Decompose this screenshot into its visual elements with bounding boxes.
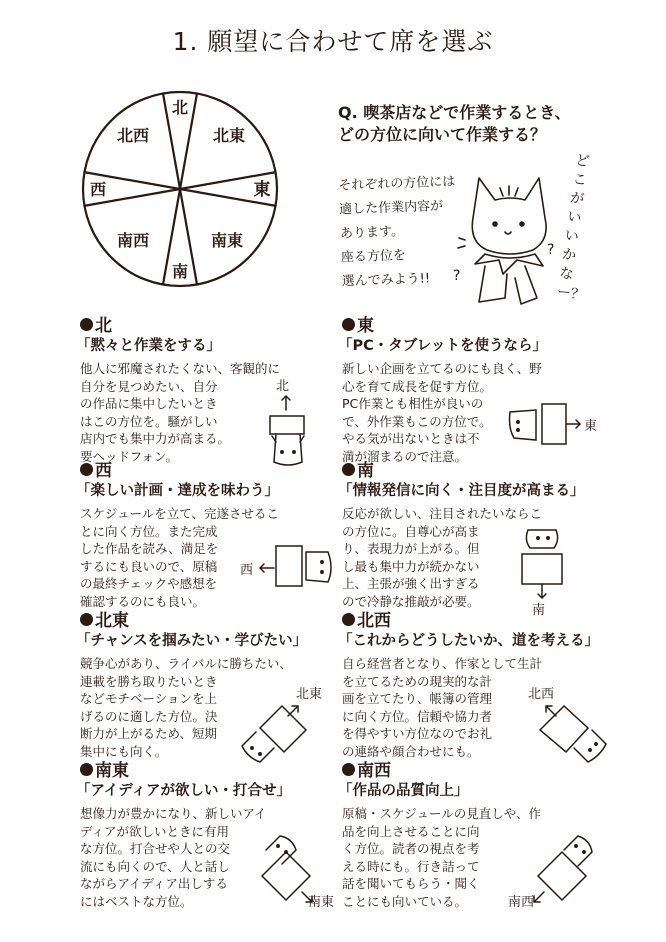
body-line: り、表現力が上がる。但 xyxy=(342,541,480,556)
compass-north: 北 xyxy=(171,98,189,117)
compass-south: 南 xyxy=(171,262,189,281)
body-line: 反応が欲しい、注目されたいならこ xyxy=(342,506,543,521)
direction-label: 東 xyxy=(584,419,598,434)
section-heading: 南西 xyxy=(357,761,391,781)
body-line: にはベストな方位。 xyxy=(80,893,193,909)
seat-illustration-southwest xyxy=(508,826,598,910)
question-line-2: どの方位に向いて作業する？ xyxy=(338,125,547,144)
page-title: 1. 願望に合わせて席を選ぶ xyxy=(172,27,494,56)
body-line: やる気が出ないときは不 xyxy=(342,431,480,446)
mascot-question-mark: ? xyxy=(453,268,461,284)
body-line: 流にも向くので、人と話し xyxy=(80,858,230,874)
section-subtitle: 「楽しい計画・達成を味わう」 xyxy=(76,483,279,499)
body-line: の方位に。自尊心が高ま xyxy=(342,523,480,539)
seat-illustration-northeast xyxy=(236,684,328,768)
body-line: を得やすい方位なのでお礼 xyxy=(342,726,493,741)
body-line: 店内でも集中力が高まる。 xyxy=(80,431,231,446)
body-line: 確認するのにも良い。 xyxy=(80,593,206,609)
section-heading: 北東 xyxy=(95,611,129,631)
body-line: 新しい企画を立てるのにも良く、野 xyxy=(342,361,542,376)
body-line: スケジュールを立て、完遂させるこ xyxy=(80,506,280,521)
body-line: はこの方位を。騒がしい xyxy=(80,413,218,429)
seat-illustration-southeast xyxy=(252,826,338,910)
body-line: 原稿・スケジュールの見直しや、作 xyxy=(342,806,542,821)
section-northeast xyxy=(76,611,380,760)
body-line: 満が溜まるので注意。 xyxy=(342,448,468,464)
body-line: く方位。読者の視点を考 xyxy=(342,841,480,856)
direction-label: 南東 xyxy=(308,895,335,910)
compass-east: 東 xyxy=(253,180,271,200)
body-line: ので冷静な推敲が必要。 xyxy=(342,593,480,609)
direction-label: 北西 xyxy=(528,687,555,702)
section-heading: 西 xyxy=(95,461,112,481)
direction-label: 北東 xyxy=(296,687,323,702)
compass-southwest: 南西 xyxy=(116,231,150,250)
body-line: の作品に集中したいとき xyxy=(80,396,218,411)
compass-northeast: 北東 xyxy=(212,126,246,145)
section-subtitle: 「作品の品質向上」 xyxy=(338,783,469,799)
memo-line: あります。 xyxy=(339,224,405,242)
body-line: PC作業とも相性が良いの xyxy=(342,396,484,411)
compass-west: 西 xyxy=(89,180,107,199)
seat-illustration-south xyxy=(516,526,576,618)
body-line: 画を立てたり、帳簿の管理 xyxy=(342,691,493,706)
section-heading: 北 xyxy=(95,316,112,336)
handwritten-doko: どこがいいかなー？ xyxy=(555,152,591,304)
compass-wheel xyxy=(80,89,280,289)
section-subtitle: 「情報発信に向く・注目度が高まる」 xyxy=(338,483,585,499)
body-line: した作品を読み、満足を xyxy=(80,541,219,556)
seat-illustration-northwest xyxy=(522,684,612,768)
body-line: 要ヘッドフォン。 xyxy=(80,448,179,464)
section-heading: 南 xyxy=(357,461,374,481)
section-heading: 北西 xyxy=(357,611,391,631)
cat-mascot-illustration xyxy=(455,170,565,310)
body-line: 上、主張が強く出すぎる xyxy=(342,576,480,591)
body-line: 心を育て成長を促す方位。 xyxy=(342,378,493,394)
body-line: などモチベーションを上 xyxy=(80,691,218,706)
body-line: 集中にも向く。 xyxy=(80,743,168,759)
question xyxy=(338,102,638,146)
body-line: 断力が上がるため、短期 xyxy=(80,726,218,741)
body-line: える時にも。行き詰って xyxy=(342,858,480,874)
body-line: するにも良いので、原稿 xyxy=(80,558,218,574)
memo-line: 選んでみよう!! xyxy=(341,271,431,290)
body-line: ことにも向いている。 xyxy=(342,893,468,909)
memo-line: 適した作業内容が xyxy=(338,198,444,218)
body-line: 他人に邪魔されたくない、客観的に xyxy=(80,361,281,376)
body-line: で、外作業もこの方位で。 xyxy=(342,413,492,429)
section-heading: 東 xyxy=(357,316,374,336)
section-subtitle: 「アイディアが欲しい・打合せ」 xyxy=(76,783,292,799)
body-line: 連載を勝ち取りたいとき xyxy=(80,673,218,689)
compass-northwest: 北西 xyxy=(116,126,150,145)
body-line: ディアが欲しいときに有用 xyxy=(80,823,230,839)
body-line: な方位。打合せや人との交 xyxy=(80,841,231,856)
body-line: 自分を見つめたい、自分 xyxy=(80,378,218,394)
question-line-1: Q. 喫茶店などで作業するとき、 xyxy=(338,103,571,122)
seat-illustration-north xyxy=(262,376,324,470)
body-line: し最も集中力が続かない xyxy=(342,558,480,574)
body-line: 想像力が豊かになり、新しいアイ xyxy=(80,806,267,821)
direction-label: 北 xyxy=(276,379,290,394)
direction-label: 南 xyxy=(532,603,546,618)
body-line: 競争心があり、ライバルに勝ちたい、 xyxy=(80,656,292,671)
memo-line: それぞれの方位には xyxy=(338,174,456,194)
section-subtitle: 「黙々と作業をする」 xyxy=(76,338,221,354)
compass-southeast: 南東 xyxy=(210,231,244,250)
body-line: とに向く方位。また完成 xyxy=(80,523,218,539)
section-subtitle: 「PC・タブレットを使うなら」 xyxy=(338,338,548,354)
body-line: ながらアイディア出しする xyxy=(80,876,228,891)
seat-illustration-east xyxy=(506,398,606,450)
seat-illustration-west xyxy=(238,540,334,592)
section-south xyxy=(338,461,642,610)
body-line: 自ら経営者となり、作家として生計 xyxy=(342,656,543,671)
body-line: の連絡や顔合わせにも。 xyxy=(342,743,480,759)
body-line: を立てるための現実的な計 xyxy=(342,673,493,689)
direction-label: 西 xyxy=(240,563,254,578)
body-line: げるのに適した方位。決 xyxy=(80,708,218,724)
section-subtitle: 「チャンスを掴みたい・学びたい」 xyxy=(76,633,308,649)
memo-line: 座る方位を xyxy=(340,248,407,266)
section-north xyxy=(76,316,380,465)
body-line: 品を向上させることに向 xyxy=(342,823,480,839)
body-line: に向く方位。信頼や協力者 xyxy=(342,708,493,724)
body-line: の最終チェックや感想を xyxy=(80,576,218,591)
direction-label: 南西 xyxy=(508,895,535,910)
section-west xyxy=(76,461,380,610)
section-subtitle: 「これからどうしたいか、道を考える」 xyxy=(338,633,599,649)
section-heading: 南東 xyxy=(95,761,129,781)
body-line: 話を聞いてもらう・聞く xyxy=(342,876,480,891)
mascot-question-mark: ? xyxy=(547,242,555,258)
